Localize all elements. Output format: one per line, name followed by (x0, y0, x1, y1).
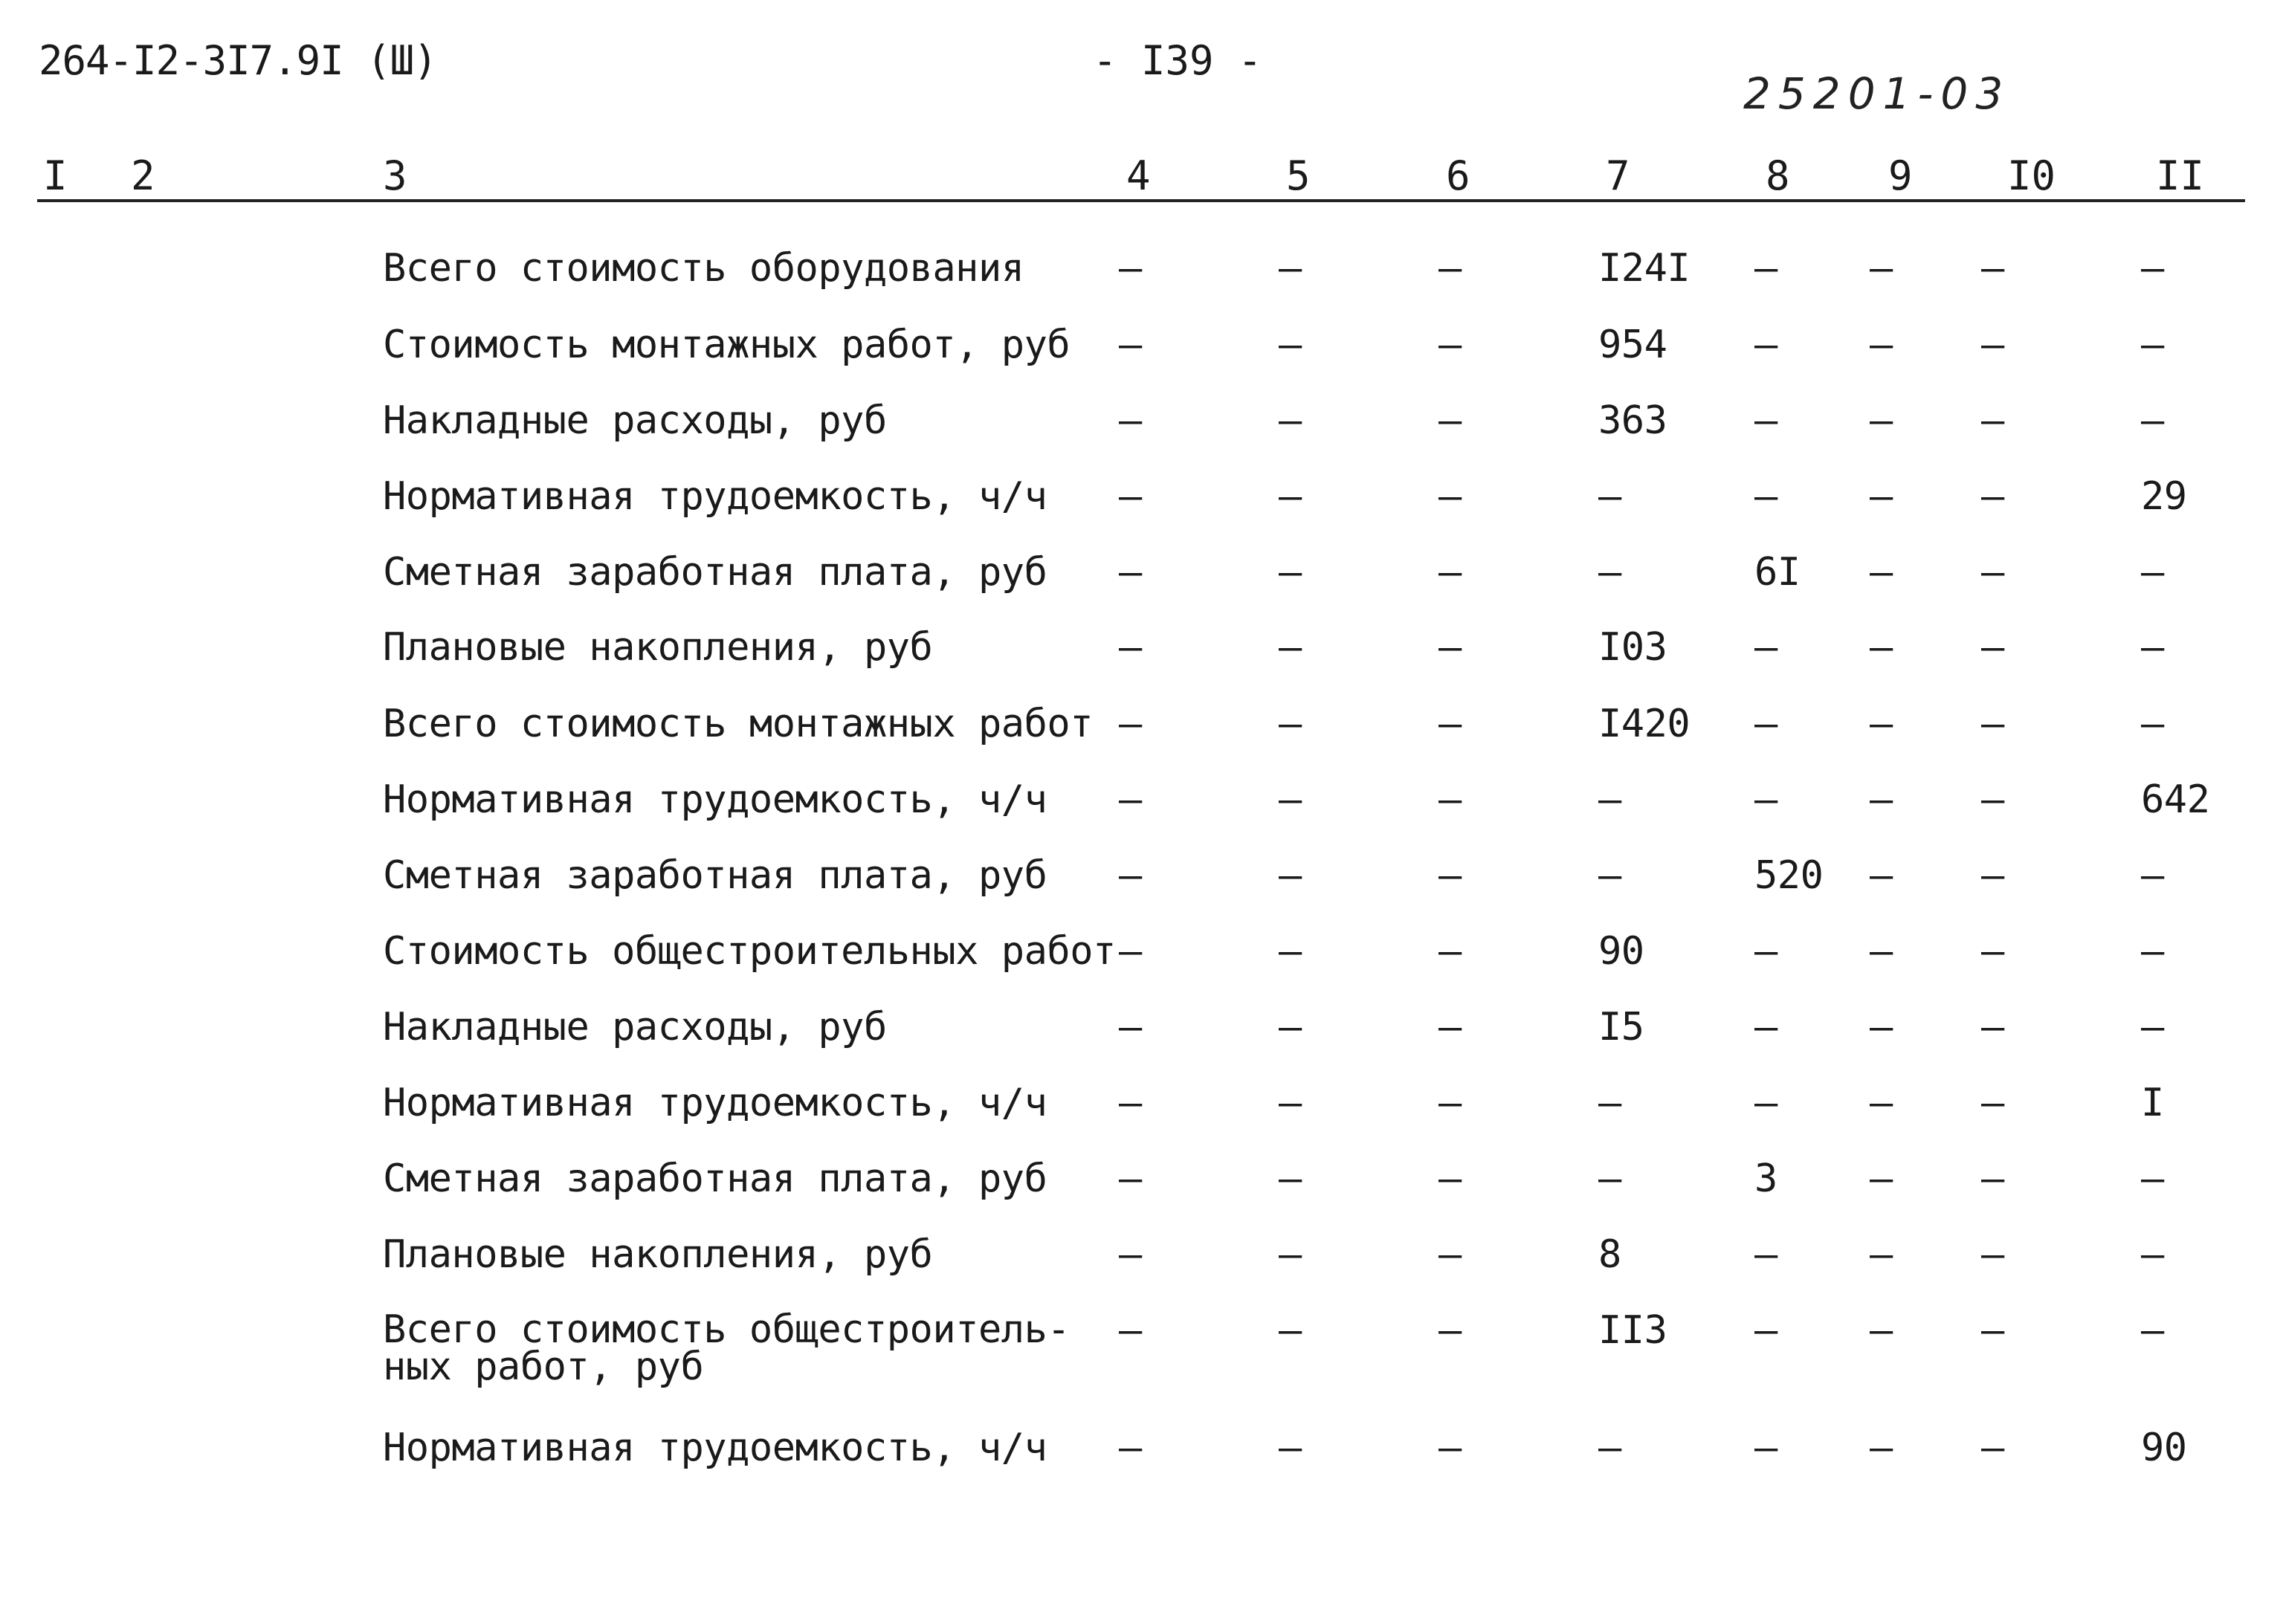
cell-col-4: – (1119, 398, 1142, 443)
row-label-line: Сметная заработная плата, руб (383, 550, 1047, 595)
cell-col-4: – (1119, 550, 1142, 595)
row-label-line: ных работ, руб (383, 1345, 704, 1389)
cell-col-9: – (1870, 323, 1893, 367)
column-header: 5 (1286, 152, 1311, 199)
cell-col-5: – (1279, 1005, 1302, 1049)
row-label (383, 1156, 1047, 1201)
row-label (383, 550, 1047, 595)
cell-col-4: – (1119, 323, 1142, 367)
cell-col-11: – (2141, 246, 2164, 291)
cell-col-6: – (1438, 777, 1462, 822)
cell-col-10: – (1981, 853, 2004, 898)
cell-col-11: – (2141, 550, 2164, 595)
column-header: 3 (383, 152, 407, 199)
column-header: I0 (2007, 152, 2056, 199)
table-row (0, 702, 2283, 779)
table-row (0, 323, 2283, 400)
row-label-line: Нормативная трудоемкость, ч/ч (383, 1426, 1047, 1470)
cell-col-9: – (1870, 625, 1893, 670)
cell-col-6: – (1438, 398, 1462, 443)
cell-col-6: – (1438, 246, 1462, 291)
cell-col-6: – (1438, 929, 1462, 974)
cell-col-6: – (1438, 474, 1462, 519)
column-header: 2 (131, 152, 155, 199)
cell-col-6: – (1438, 1156, 1462, 1201)
cell-col-5: – (1279, 398, 1302, 443)
cell-col-7: – (1598, 1081, 1621, 1125)
cell-col-8: – (1754, 246, 1777, 291)
cell-col-8: – (1754, 1426, 1777, 1470)
cell-col-5: – (1279, 323, 1302, 367)
row-label-line: Плановые накопления, руб (383, 625, 933, 670)
cell-col-5: – (1279, 1081, 1302, 1125)
table-row (0, 1307, 2283, 1389)
cell-col-5: – (1279, 702, 1302, 746)
cell-col-11: 90 (2141, 1426, 2187, 1470)
column-header: 8 (1766, 152, 1790, 199)
row-label-line: Нормативная трудоемкость, ч/ч (383, 777, 1047, 822)
cell-col-11: – (2141, 1156, 2164, 1201)
cell-col-4: – (1119, 929, 1142, 974)
cell-col-4: – (1119, 1308, 1142, 1353)
cell-col-10: – (1981, 1426, 2004, 1470)
cell-col-5: – (1279, 246, 1302, 291)
table-row (0, 1005, 2283, 1082)
table-row (0, 1426, 2283, 1503)
cell-col-8: 3 (1754, 1156, 1777, 1201)
table-row (0, 1081, 2283, 1158)
row-label (383, 1426, 1047, 1470)
cell-col-9: – (1870, 777, 1893, 822)
cell-col-9: – (1870, 853, 1893, 898)
page-number: - I39 - (1093, 37, 1262, 84)
cell-col-7: – (1598, 550, 1621, 595)
cell-col-7: I420 (1598, 702, 1691, 746)
cell-col-10: – (1981, 625, 2004, 670)
cell-col-8: – (1754, 1232, 1777, 1277)
table-row (0, 777, 2283, 855)
row-label-line: Стоимость монтажных работ, руб (383, 323, 1071, 367)
row-label-line: Нормативная трудоемкость, ч/ч (383, 1081, 1047, 1125)
cell-col-9: – (1870, 1081, 1893, 1125)
row-label (383, 323, 1071, 367)
cell-col-11: – (2141, 929, 2164, 974)
document-code: 264-I2-3I7.9I (Ш) (39, 37, 437, 84)
cell-col-5: – (1279, 625, 1302, 670)
column-header: I (43, 152, 68, 199)
cell-col-7: I03 (1598, 625, 1667, 670)
cell-col-7: I24I (1598, 246, 1691, 291)
cell-col-8: 6I (1754, 550, 1801, 595)
cell-col-10: – (1981, 1005, 2004, 1049)
cell-col-6: – (1438, 1005, 1462, 1049)
cell-col-5: – (1279, 474, 1302, 519)
cell-col-9: – (1870, 1232, 1893, 1277)
cell-col-4: – (1119, 474, 1142, 519)
cell-col-10: – (1981, 474, 2004, 519)
cell-col-6: – (1438, 702, 1462, 746)
cell-col-11: – (2141, 702, 2164, 746)
cell-col-7: 363 (1598, 398, 1667, 443)
column-header: 9 (1888, 152, 1913, 199)
cell-col-6: – (1438, 1232, 1462, 1277)
cell-col-11: – (2141, 323, 2164, 367)
cell-col-6: – (1438, 1308, 1462, 1353)
column-header: II (2156, 152, 2205, 199)
row-label (383, 929, 1116, 974)
cell-col-6: – (1438, 853, 1462, 898)
cell-col-8: – (1754, 398, 1777, 443)
cell-col-4: – (1119, 1156, 1142, 1201)
cell-col-7: II3 (1598, 1308, 1667, 1353)
cell-col-9: – (1870, 550, 1893, 595)
header-rule (37, 199, 2245, 202)
cell-col-8: – (1754, 625, 1777, 670)
cell-col-8: – (1754, 1005, 1777, 1049)
cell-col-11: – (2141, 625, 2164, 670)
cell-col-10: – (1981, 1232, 2004, 1277)
cell-col-8: – (1754, 474, 1777, 519)
cell-col-5: – (1279, 1156, 1302, 1201)
table-row (0, 853, 2283, 931)
row-label-line: Сметная заработная плата, руб (383, 853, 1047, 898)
cell-col-7: – (1598, 474, 1621, 519)
row-label-line: Накладные расходы, руб (383, 1005, 887, 1049)
cell-col-4: – (1119, 1081, 1142, 1125)
cell-col-8: – (1754, 777, 1777, 822)
cell-col-5: – (1279, 929, 1302, 974)
cell-col-4: – (1119, 246, 1142, 291)
row-label-line: Накладные расходы, руб (383, 398, 887, 443)
cell-col-4: – (1119, 1232, 1142, 1277)
cell-col-11: – (2141, 1005, 2164, 1049)
cell-col-10: – (1981, 777, 2004, 822)
cell-col-8: – (1754, 1308, 1777, 1353)
column-header: 6 (1446, 152, 1470, 199)
cell-col-5: – (1279, 1308, 1302, 1353)
cell-col-11: – (2141, 1308, 2164, 1353)
cell-col-11: – (2141, 853, 2164, 898)
cell-col-6: – (1438, 1426, 1462, 1470)
cell-col-10: – (1981, 1081, 2004, 1125)
cell-col-7: 8 (1598, 1232, 1621, 1277)
cell-col-6: – (1438, 550, 1462, 595)
row-label (383, 1005, 887, 1049)
cell-col-5: – (1279, 550, 1302, 595)
table-row (0, 474, 2283, 551)
cell-col-10: – (1981, 323, 2004, 367)
row-label (383, 702, 1094, 746)
cell-col-5: – (1279, 853, 1302, 898)
row-label-line: Стоимость общестроительных работ (383, 929, 1116, 974)
table-row (0, 929, 2283, 1006)
cell-col-6: – (1438, 1081, 1462, 1125)
cell-col-7: 954 (1598, 323, 1667, 367)
cell-col-7: 90 (1598, 929, 1644, 974)
cell-col-8: 520 (1754, 853, 1824, 898)
cell-col-11: 29 (2141, 474, 2187, 519)
row-label (383, 1081, 1047, 1125)
handwritten-code: 25201-03 (1743, 68, 2011, 119)
cell-col-11: – (2141, 398, 2164, 443)
table-row (0, 550, 2283, 627)
cell-col-4: – (1119, 853, 1142, 898)
row-label-line: Сметная заработная плата, руб (383, 1156, 1047, 1201)
cell-col-9: – (1870, 246, 1893, 291)
table-row (0, 1156, 2283, 1234)
table-row (0, 398, 2283, 476)
table-row (0, 1232, 2283, 1310)
row-label (383, 474, 1047, 519)
row-label-line: Нормативная трудоемкость, ч/ч (383, 474, 1047, 519)
cell-col-10: – (1981, 398, 2004, 443)
cell-col-4: – (1119, 702, 1142, 746)
row-label (383, 777, 1047, 822)
row-label (383, 246, 1024, 291)
cell-col-4: – (1119, 625, 1142, 670)
cell-col-9: – (1870, 1156, 1893, 1201)
row-label (383, 853, 1047, 898)
cell-col-9: – (1870, 929, 1893, 974)
cell-col-10: – (1981, 1308, 2004, 1353)
cell-col-9: – (1870, 1426, 1893, 1470)
cell-col-11: – (2141, 1232, 2164, 1277)
cell-col-10: – (1981, 246, 2004, 291)
cell-col-5: – (1279, 1426, 1302, 1470)
row-label (383, 1232, 933, 1277)
cell-col-7: – (1598, 1156, 1621, 1201)
cell-col-5: – (1279, 777, 1302, 822)
cell-col-7: I5 (1598, 1005, 1644, 1049)
table-row (0, 246, 2283, 323)
row-label-line: Всего стоимость монтажных работ (383, 702, 1094, 746)
cell-col-9: – (1870, 702, 1893, 746)
cell-col-8: – (1754, 702, 1777, 746)
cell-col-11: 642 (2141, 777, 2210, 822)
cell-col-5: – (1279, 1232, 1302, 1277)
cell-col-4: – (1119, 1426, 1142, 1470)
cell-col-8: – (1754, 929, 1777, 974)
column-header: 4 (1126, 152, 1151, 199)
cell-col-10: – (1981, 1156, 2004, 1201)
cell-col-10: – (1981, 929, 2004, 974)
cell-col-7: – (1598, 853, 1621, 898)
row-label (383, 398, 887, 443)
row-label-line: Плановые накопления, руб (383, 1232, 933, 1277)
row-label (383, 625, 933, 670)
cell-col-10: – (1981, 702, 2004, 746)
row-label-line: Всего стоимость оборудования (383, 246, 1024, 291)
cell-col-9: – (1870, 1005, 1893, 1049)
cell-col-6: – (1438, 625, 1462, 670)
cell-col-4: – (1119, 777, 1142, 822)
cell-col-10: – (1981, 550, 2004, 595)
table-row (0, 625, 2283, 702)
cell-col-8: – (1754, 1081, 1777, 1125)
cell-col-11: I (2141, 1081, 2164, 1125)
cell-col-7: – (1598, 777, 1621, 822)
cell-col-6: – (1438, 323, 1462, 367)
cell-col-8: – (1754, 323, 1777, 367)
cell-col-9: – (1870, 474, 1893, 519)
row-label (383, 1307, 1071, 1389)
cell-col-7: – (1598, 1426, 1621, 1470)
cell-col-9: – (1870, 1308, 1893, 1353)
row-label-line: Всего стоимость общестроитель- (383, 1307, 1071, 1352)
cell-col-4: – (1119, 1005, 1142, 1049)
cell-col-9: – (1870, 398, 1893, 443)
column-header: 7 (1606, 152, 1630, 199)
